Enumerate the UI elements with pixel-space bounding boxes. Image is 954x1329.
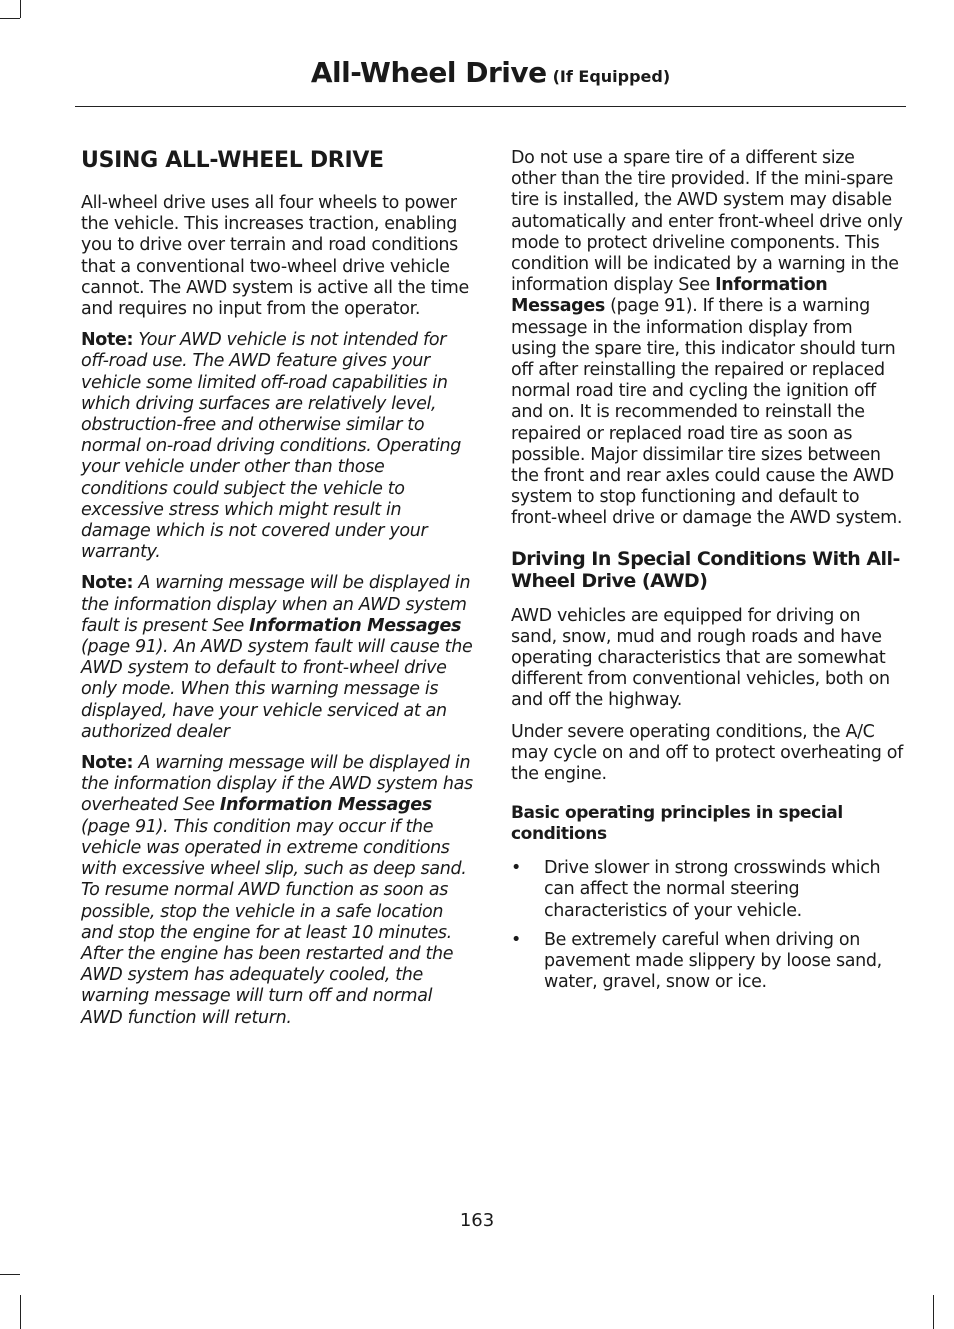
crop-mark-bottom-right-vertical (933, 1295, 934, 1329)
paragraph-text: (page 91). If there is a warning message in the information display from using the spare tire, this indicator should turn off after reinstalling the repaired or replaced normal road tire and cycling the ignition off and on. It is recommended to reinstall the repaired or replaced road tire as soon as possible. Major dissimilar tire sizes between the front and rear axles could cause the AWD system to stop functioning and default to front-wheel drive or damage the AWD system. (511, 296, 903, 529)
intro-paragraph: All-wheel drive uses all four wheels to power the vehicle. This increases traction, enabling you to drive over terrain and road conditions that a conventional two-wheel drive vehicle cannot. The AWD system is active all the time and requires no input from the operator. (81, 193, 469, 320)
crop-mark-top-left-horizontal (0, 18, 20, 19)
note-text: A warning message will be displayed in the information display when an AWD system fault is present See (81, 573, 471, 636)
awd-vehicles-paragraph: AWD vehicles are equipped for driving on sand, snow, mud and rough roads and have operating characteristics that are somewhat different from conventional vehicles, both on and off the highway. (511, 605, 890, 711)
note-system-fault (81, 573, 473, 743)
list-item-text: Be extremely careful when driving on pavement made slippery by loose sand, water, gravel, snow or ice. (544, 929, 882, 993)
note-label: Note: (81, 573, 134, 594)
list-item (511, 930, 903, 994)
crop-mark-bottom-left-horizontal (0, 1274, 20, 1275)
note-text: Your AWD vehicle is not intended for off-road use. The AWD feature gives your vehicle some limited off-road capabilities in which driving surfaces are relatively level, obstruction-free and otherwise similar to normal on-road driving conditions. Operating your vehicle under other than those conditions could subject the vehicle to excessive stress which might result in damage which is not covered under your warranty. (81, 330, 461, 563)
bullet-icon: • (511, 929, 521, 950)
section-heading: USING ALL-WHEEL DRIVE (81, 148, 384, 173)
note-overheated (81, 753, 473, 1029)
note-text: (page 91). This condition may occur if the vehicle was operated in extreme conditions with excessive wheel slip, such as deep sand. To resume normal AWD function as soon as possible, stop the vehicle in a safe location and stop the engine for at least 10 minutes. After the engine has been restarted and the AWD system has adequately cooled, the warning message will turn off and normal AWD function will return. (81, 816, 467, 1028)
note-text: A warning message will be displayed in the information display if the AWD system has overheated See (81, 753, 473, 816)
right-column (511, 148, 903, 1002)
bullet-icon: • (511, 858, 521, 879)
note-text: (page 91). An AWD system fault will cause the AWD system to default to front-wheel drive only mode. When this warning message is displayed, have your vehicle serviced at an authorized dealer (81, 637, 473, 742)
page-number: 163 (459, 1210, 495, 1231)
note-label: Note: (81, 753, 134, 774)
list-item-text: Drive slower in strong crosswinds which can affect the normal steering characteristics of your vehicle. (544, 858, 881, 921)
crop-mark-bottom-left-vertical (20, 1295, 21, 1329)
page-title: All-Wheel Drive (310, 56, 547, 89)
note-label: Note: (81, 330, 134, 351)
subsection-heading: Driving In Special Conditions With All-Wheel Drive (AWD) (511, 547, 900, 592)
ac-paragraph: Under severe operating conditions, the A/C may cycle on and off to protect overheating of the engine. (511, 721, 903, 785)
cross-reference-link[interactable]: Information Messages (219, 795, 432, 816)
left-column (81, 142, 473, 1039)
page-header (75, 56, 906, 107)
list-item (511, 858, 903, 922)
spare-tire-paragraph (511, 148, 903, 530)
cross-reference-link[interactable]: Information Messages (249, 615, 462, 636)
note-offroad (81, 330, 473, 563)
paragraph-text: Do not use a spare tire of a different size other than the tire provided. If the mini-spare tire is installed, the AWD system may disable automatically and enter front-wheel drive only mode to protect driveline components. This condition will be indicated by a warning in the information display See (511, 148, 903, 296)
cross-reference-link[interactable]: Information Messages (511, 275, 828, 317)
minor-heading: Basic operating principles in special conditions (511, 803, 843, 845)
crop-mark-top-left-vertical (20, 0, 21, 18)
principles-list (511, 858, 903, 993)
page-subtitle: (If Equipped) (552, 67, 671, 86)
